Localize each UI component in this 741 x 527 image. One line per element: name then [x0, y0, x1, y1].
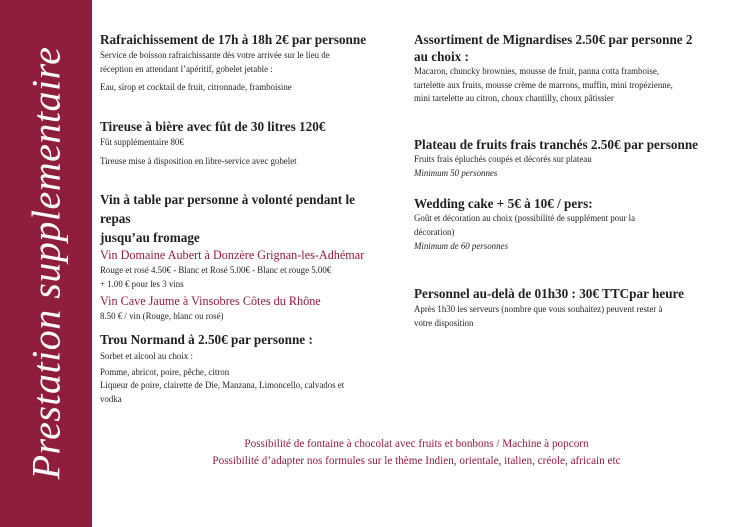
wine-title-line2: jusqu’au fromage — [100, 230, 200, 245]
trou-normand-line1: Sorbet et alcool au choix : — [100, 351, 193, 361]
staff-title: Personnel au-delà de 01h30 : 30€ TTCpar heure — [414, 286, 684, 301]
staff-line1: Après 1h30 les serveurs (nombre que vous souhaitez) peuvent rester à — [414, 304, 663, 314]
beer-tap-desc: Tireuse mise à disposition en libre-service avec gobelet — [100, 155, 297, 166]
beer-tap-section — [100, 118, 370, 168]
fruit-platter-section — [414, 136, 704, 180]
refreshment-desc-line2: réception en attendant l’apéritif, gobelet jetable : — [100, 63, 273, 74]
refreshment-section — [100, 31, 370, 95]
sidebar-band — [0, 0, 92, 527]
wine-section — [100, 190, 370, 324]
mignardises-section — [414, 31, 704, 106]
wine-jaume-price: 8.50 € / vin (Rouge, blanc ou rosé) — [100, 311, 224, 321]
wedding-cake-line1: Goût et décoration au choix (possibilité de supplément pour la — [414, 213, 636, 223]
beer-tap-extra-keg: Fût supplémentaire 80€ — [100, 137, 184, 147]
fruit-platter-desc: Fruits frais épluchés coupés et décorés sur plateau — [414, 154, 592, 164]
wedding-cake-minimum: Minimum de 60 personnes — [414, 241, 508, 251]
staff-section — [414, 285, 704, 330]
trou-normand-fruits: Pomme, abricot, poire, pêche, citron — [100, 366, 230, 377]
beer-tap-title: Tireuse à bière avec fût de 30 litres 120€ — [100, 119, 326, 134]
wine-jaume-name: Vin Cave Jaume à Vinsobres Côtes du Rhône — [100, 294, 321, 308]
mignardises-title-line2: au choix : — [414, 49, 469, 64]
sidebar-title: Prestation supplementaire — [23, 46, 69, 480]
wine-title-line1: Vin à table par personne à volonté pendant le repas — [100, 192, 355, 226]
wedding-cake-line2: décoration) — [414, 226, 455, 237]
footer-chocolate-fountain: Possibilité de fontaine à chocolat avec fruits et bonbons / Machine à popcorn — [244, 438, 589, 450]
mignardises-line2: tartelette aux fruits, mousse crème de marrons, muffin, mini tropézienne, — [414, 79, 673, 90]
mignardises-line1: Macaron, chuncky brownies, mousse de fruit, panna cotta framboise, — [414, 66, 659, 76]
trou-normand-title: Trou Normand à 2.50€ par personne : — [100, 332, 313, 347]
wedding-cake-section — [414, 195, 704, 254]
mignardises-line3: mini tartelette au citron, choux chantilly, choux pâtissier — [414, 93, 614, 103]
fruit-platter-minimum: Minimum 50 personnes — [414, 167, 498, 178]
wine-aubert-all3: + 1.00 € pour les 3 vins — [100, 278, 184, 289]
refreshment-drinks: Eau, sirop et cocktail de fruit, citronnade, framboisine — [100, 82, 292, 92]
trou-normand-section — [100, 331, 370, 406]
fruit-platter-title: Plateau de fruits frais tranchés 2.50€ par personne — [414, 137, 699, 152]
mignardises-title-line1: Assortiment de Mignardises 2.50€ par personne 2 — [414, 32, 693, 47]
footer-themes: Possibilité d’adapter nos formules sur le thème Indien, orientale, italien, créole, africain etc — [212, 455, 621, 467]
refreshment-desc-line1: Service de boisson rafraichissante dès votre arrivée sur le lieu de — [100, 50, 330, 60]
trou-normand-liqueurs: Liqueur de poire, clairette de Die, Manzana, Limoncello, calvados et — [100, 380, 345, 390]
refreshment-title: Rafraichissement de 17h à 18h 2€ par personne — [100, 32, 367, 47]
wine-aubert-name: Vin Domaine Aubert à Donzère Grignan-les-Adhémar — [100, 248, 365, 262]
staff-line2: votre disposition — [414, 317, 474, 328]
wine-aubert-prices: Rouge et rosé 4.50€ - Blanc et Rosé 5.00€ - Blanc et rouge 5.00€ — [100, 265, 332, 275]
trou-normand-vodka: vodka — [100, 393, 122, 404]
wedding-cake-title: Wedding cake + 5€ à 10€ / pers: — [414, 196, 593, 211]
